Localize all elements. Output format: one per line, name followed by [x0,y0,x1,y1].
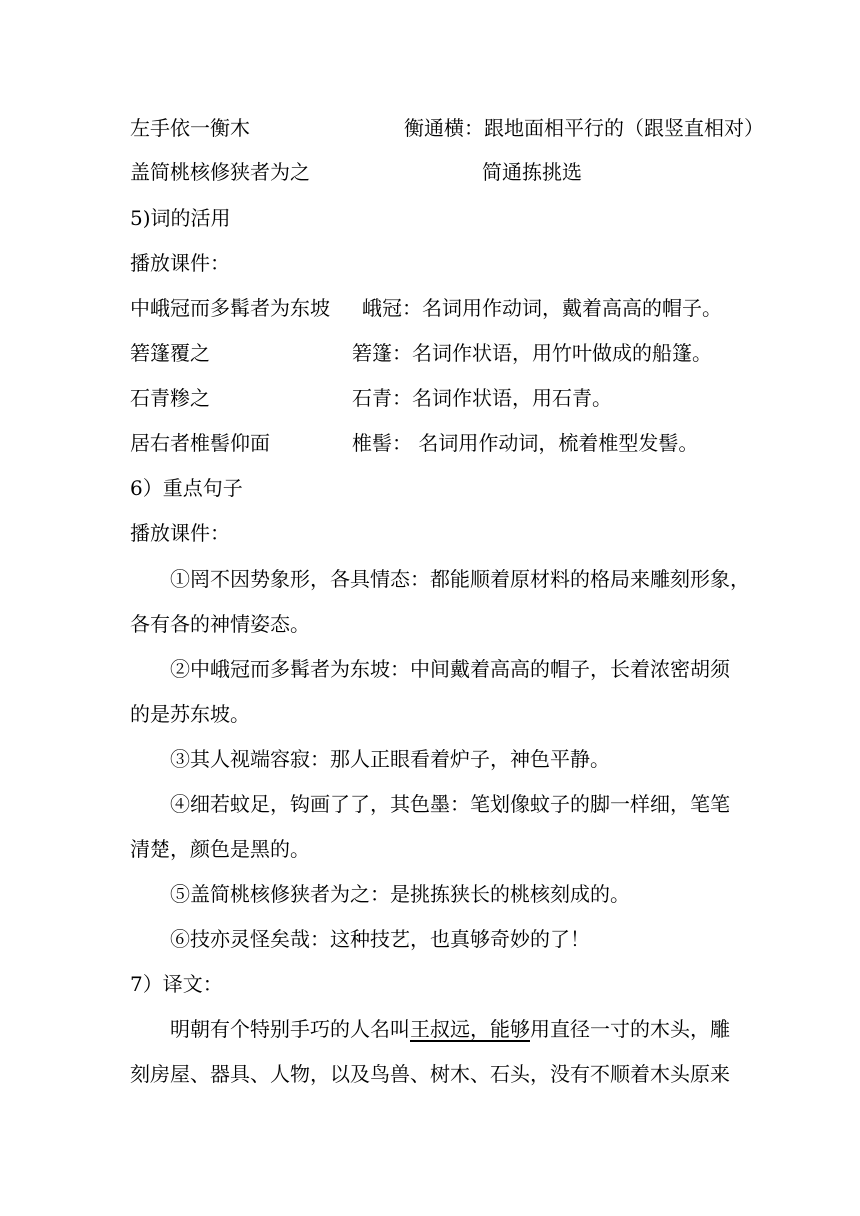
phrase-note: 箬篷：名词作状语，用竹叶做成的船篷。 [352,341,712,365]
play-courseware-label: 播放课件： [130,521,230,545]
usage-line-shiqing [130,385,612,411]
phrase-text: 石青糁之 [130,386,210,410]
annotation-line-heng [130,115,764,141]
translation-text: 用直径一寸的木头，雕 [530,1017,730,1041]
translation-line-2: 刻房屋、器具、人物，以及鸟兽、树木、石头，没有不顺着木头原来 [130,1062,730,1086]
key-sentence-2-cont: 的是苏东坡。 [130,702,250,726]
underlined-name: 王叔远，能够 [410,1017,530,1041]
phrase-text: 中峨冠而多髯者为东坡 [130,296,330,320]
key-sentence-1: ①罔不因势象形，各具情态：都能顺着原材料的格局来雕刻形象， [170,567,750,591]
key-sentence-6: ⑥技亦灵怪矣哉：这种技艺，也真够奇妙的了！ [170,927,590,951]
section-heading-7: 7）译文： [130,972,223,996]
translation-text: 明朝有个特别手巧的人名叫 [170,1017,410,1041]
key-sentence-4: ④细若蚊足，钩画了了，其色墨：笔划像蚊子的脚一样细，笔笔 [170,792,730,816]
usage-line-chuiji [130,430,699,456]
usage-line-ruopeng [130,340,712,366]
phrase-note: 简通拣挑选 [482,160,582,184]
usage-line-eguan [130,295,722,321]
translation-line-1 [170,1016,730,1042]
phrase-note: 椎髻： 名词用作动词，梳着椎型发髻。 [352,431,699,455]
phrase-text: 左手依一衡木 [130,116,250,140]
key-sentence-2: ②中峨冠而多髯者为东坡：中间戴着高高的帽子，长着浓密胡须 [170,657,730,681]
section-heading-6: 6）重点句子 [130,476,243,500]
key-sentence-5: ⑤盖简桃核修狭者为之：是挑拣狭长的桃核刻成的。 [170,882,630,906]
play-courseware-label: 播放课件： [130,251,230,275]
phrase-note: 峨冠：名词用作动词，戴着高高的帽子。 [362,296,722,320]
phrase-note: 衡通横：跟地面相平行的（跟竖直相对） [404,116,764,140]
section-heading-5: 5)词的活用 [130,206,231,230]
phrase-text: 箬篷覆之 [130,341,210,365]
key-sentence-3: ③其人视端容寂：那人正眼看着炉子，神色平静。 [170,747,610,771]
key-sentence-1-cont: 各有各的神情姿态。 [130,612,310,636]
phrase-text: 居右者椎髻仰面 [130,431,270,455]
annotation-line-jian [130,159,582,185]
phrase-note: 石青：名词作状语，用石青。 [352,386,612,410]
key-sentence-4-cont: 清楚，颜色是黑的。 [130,837,310,861]
phrase-text: 盖简桃核修狭者为之 [130,160,310,184]
